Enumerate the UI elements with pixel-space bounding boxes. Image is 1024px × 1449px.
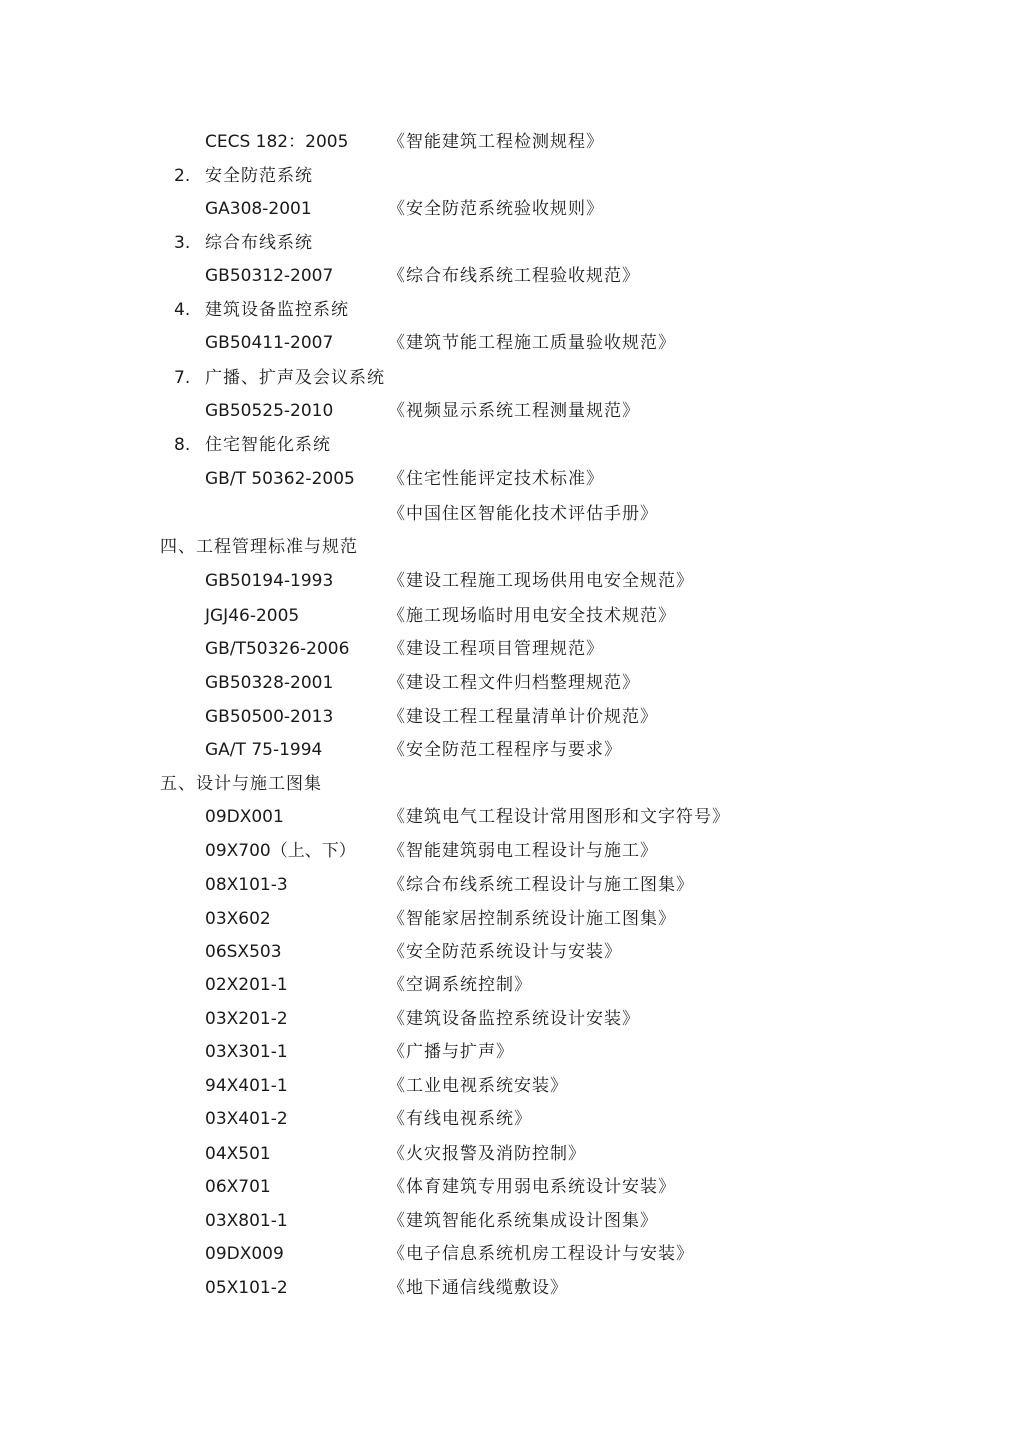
standard-title: 《空调系统控制》 [388, 975, 532, 995]
subsection-title: 广播、扩声及会议系统 [205, 368, 385, 388]
standard-entry [0, 733, 1024, 767]
standard-entry [0, 935, 1024, 969]
standard-entry [0, 902, 1024, 936]
standard-entry [0, 968, 1024, 1002]
standard-code: 94X401-1 [205, 1076, 288, 1096]
standard-code: GB50411-2007 [205, 333, 334, 353]
subsection-number: 8. [174, 435, 191, 455]
standard-title: 《建筑设备监控系统设计安装》 [388, 1009, 640, 1029]
standard-code: GB/T50326-2006 [205, 639, 350, 659]
standard-entry [0, 497, 1024, 531]
standard-title: 《智能建筑弱电工程设计与施工》 [388, 841, 658, 861]
standard-entry [0, 868, 1024, 902]
standard-title: 《综合布线系统工程设计与施工图集》 [388, 875, 694, 895]
standard-entry [0, 632, 1024, 666]
standard-entry [0, 700, 1024, 734]
standard-entry [0, 462, 1024, 496]
standard-title: 《安全防范系统验收规则》 [388, 199, 604, 219]
standard-code: 03X602 [205, 909, 271, 929]
section-heading [0, 767, 1024, 801]
standard-code: CECS 182：2005 [205, 132, 349, 152]
standard-title: 《住宅性能评定技术标准》 [388, 469, 604, 489]
subsection-heading [0, 361, 1024, 395]
standard-title: 《体育建筑专用弱电系统设计安装》 [388, 1177, 676, 1197]
standard-entry [0, 1237, 1024, 1271]
standard-code: 08X101-3 [205, 875, 288, 895]
standard-title: 《有线电视系统》 [388, 1109, 532, 1129]
subsection-heading [0, 428, 1024, 462]
standard-code: GB50328-2001 [205, 673, 334, 693]
standard-entry [0, 1035, 1024, 1069]
standard-code: 05X101-2 [205, 1278, 288, 1298]
subsection-title: 建筑设备监控系统 [205, 300, 349, 320]
standard-title: 《综合布线系统工程验收规范》 [388, 266, 640, 286]
standard-code: 04X501 [205, 1144, 271, 1164]
subsection-number: 4. [174, 300, 191, 320]
subsection-number: 7. [174, 368, 191, 388]
standard-title: 《建设工程工程量清单计价规范》 [388, 707, 658, 727]
standard-code: 03X401-2 [205, 1109, 288, 1129]
standard-code: 09DX001 [205, 807, 284, 827]
standard-entry [0, 800, 1024, 834]
standard-code: GB50525-2010 [205, 401, 334, 421]
standard-entry [0, 564, 1024, 598]
standard-entry [0, 1137, 1024, 1171]
standard-title: 《中国住区智能化技术评估手册》 [388, 504, 658, 524]
standard-title: 《建筑电气工程设计常用图形和文字符号》 [388, 807, 730, 827]
standard-entry [0, 259, 1024, 293]
standard-title: 《广播与扩声》 [388, 1042, 514, 1062]
subsection-number: 3. [174, 233, 191, 253]
standard-title: 《工业电视系统安装》 [388, 1076, 568, 1096]
subsection-heading [0, 226, 1024, 260]
standard-title: 《建设工程文件归档整理规范》 [388, 673, 640, 693]
standard-entry [0, 125, 1024, 159]
section-heading [0, 530, 1024, 564]
standard-title: 《安全防范工程程序与要求》 [388, 740, 622, 760]
subsection-title: 综合布线系统 [205, 233, 313, 253]
subsection-heading [0, 159, 1024, 193]
standard-entry [0, 1002, 1024, 1036]
standard-code: 06X701 [205, 1177, 271, 1197]
standard-code: 06SX503 [205, 942, 282, 962]
standard-entry [0, 1170, 1024, 1204]
standard-code: 09DX009 [205, 1244, 284, 1264]
standard-entry [0, 192, 1024, 226]
standard-code: GA308-2001 [205, 199, 312, 219]
standard-code: 03X801-1 [205, 1211, 288, 1231]
section-title: 四、工程管理标准与规范 [160, 537, 358, 557]
standard-code: GB/T 50362-2005 [205, 469, 355, 489]
standard-title: 《视频显示系统工程测量规范》 [388, 401, 640, 421]
standard-code: GA/T 75-1994 [205, 740, 323, 760]
standard-entry [0, 394, 1024, 428]
standard-title: 《火灾报警及消防控制》 [388, 1144, 586, 1164]
standard-title: 《建设工程施工现场供用电安全规范》 [388, 571, 694, 591]
subsection-title: 住宅智能化系统 [205, 435, 331, 455]
standard-title: 《安全防范系统设计与安装》 [388, 942, 622, 962]
standard-code: 03X201-2 [205, 1009, 288, 1029]
standard-code: 02X201-1 [205, 975, 288, 995]
standard-title: 《电子信息系统机房工程设计与安装》 [388, 1244, 694, 1264]
standard-title: 《建设工程项目管理规范》 [388, 639, 604, 659]
standard-entry [0, 599, 1024, 633]
standard-entry [0, 1204, 1024, 1238]
section-title: 五、设计与施工图集 [160, 774, 322, 794]
standard-title: 《智能家居控制系统设计施工图集》 [388, 909, 676, 929]
standard-code: GB50312-2007 [205, 266, 334, 286]
standard-code: GB50500-2013 [205, 707, 334, 727]
subsection-number: 2. [174, 166, 191, 186]
standard-entry [0, 1102, 1024, 1136]
standard-entry [0, 1271, 1024, 1305]
standard-entry [0, 666, 1024, 700]
standard-title: 《建筑节能工程施工质量验收规范》 [388, 333, 676, 353]
standard-code: JGJ46-2005 [205, 606, 300, 626]
standard-code: GB50194-1993 [205, 571, 334, 591]
subsection-title: 安全防范系统 [205, 166, 313, 186]
standard-code: 03X301-1 [205, 1042, 288, 1062]
standard-entry [0, 834, 1024, 868]
standard-title: 《地下通信线缆敷设》 [388, 1278, 568, 1298]
subsection-heading [0, 293, 1024, 327]
standard-entry [0, 1069, 1024, 1103]
standard-entry [0, 326, 1024, 360]
standard-title: 《建筑智能化系统集成设计图集》 [388, 1211, 658, 1231]
standard-code: 09X700（上、下） [205, 841, 356, 861]
standard-title: 《智能建筑工程检测规程》 [388, 132, 604, 152]
standard-title: 《施工现场临时用电安全技术规范》 [388, 606, 676, 626]
